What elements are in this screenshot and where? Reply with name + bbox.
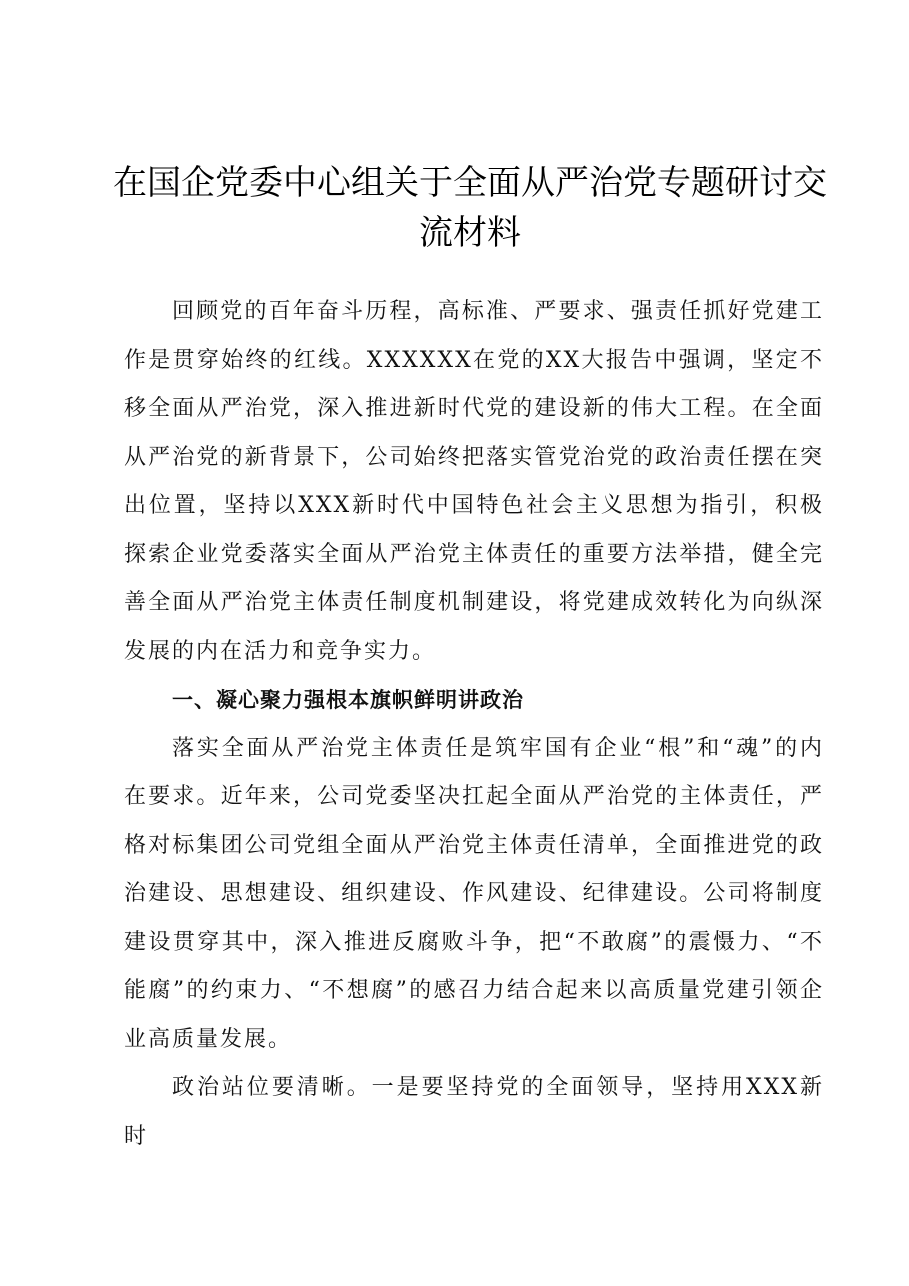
intro-paragraph: 回顾党的百年奋斗历程，高标准、严要求、强责任抓好党建工作是贯穿始终的红线。XXXXXX在党的XX大报告中强调，坚定不移全面从严治党，深入推进新时代党的建设新的伟大工程。在全面从严治党的新背景下，公司始终把落实管党治党的政治责任摆在突出位置，坚持以XXX新时代中国特色社会主义思想为指引，积极探索企业党委落实全面从严治党主体责任的重要方法举措，健全完善全面从严治党主体责任制度机制建设，将党建成效转化为向纵深发展的内在活力和竞争实力。 — [124, 299, 824, 664]
section-paragraph-continued: 政治站位要清晰。一是要坚持党的全面领导，坚持用XXX新时 — [124, 1075, 824, 1149]
document-title: 在国企党委中心组关于全面从严治党专题研讨交流材料 — [113, 163, 827, 253]
document-body — [124, 288, 824, 1161]
section-heading: 一、凝心聚力强根本旗帜鲜明讲政治 — [172, 688, 524, 712]
section-paragraph: 落实全面从严治党主体责任是筑牢国有企业“根”和“魂”的内在要求。近年来，公司党委坚决扛起全面从严治党的主体责任，严格对标集团公司党组全面从严治党主体责任清单，全面推进党的政治建设、思想建设、组织建设、作风建设、纪律建设。公司将制度建设贯穿其中，深入推进反腐败斗争，把“不敢腐”的震慑力、“不能腐”的约束力、“不想腐”的感召力结合起来以高质量党建引领企业高质量发展。 — [124, 735, 824, 1052]
